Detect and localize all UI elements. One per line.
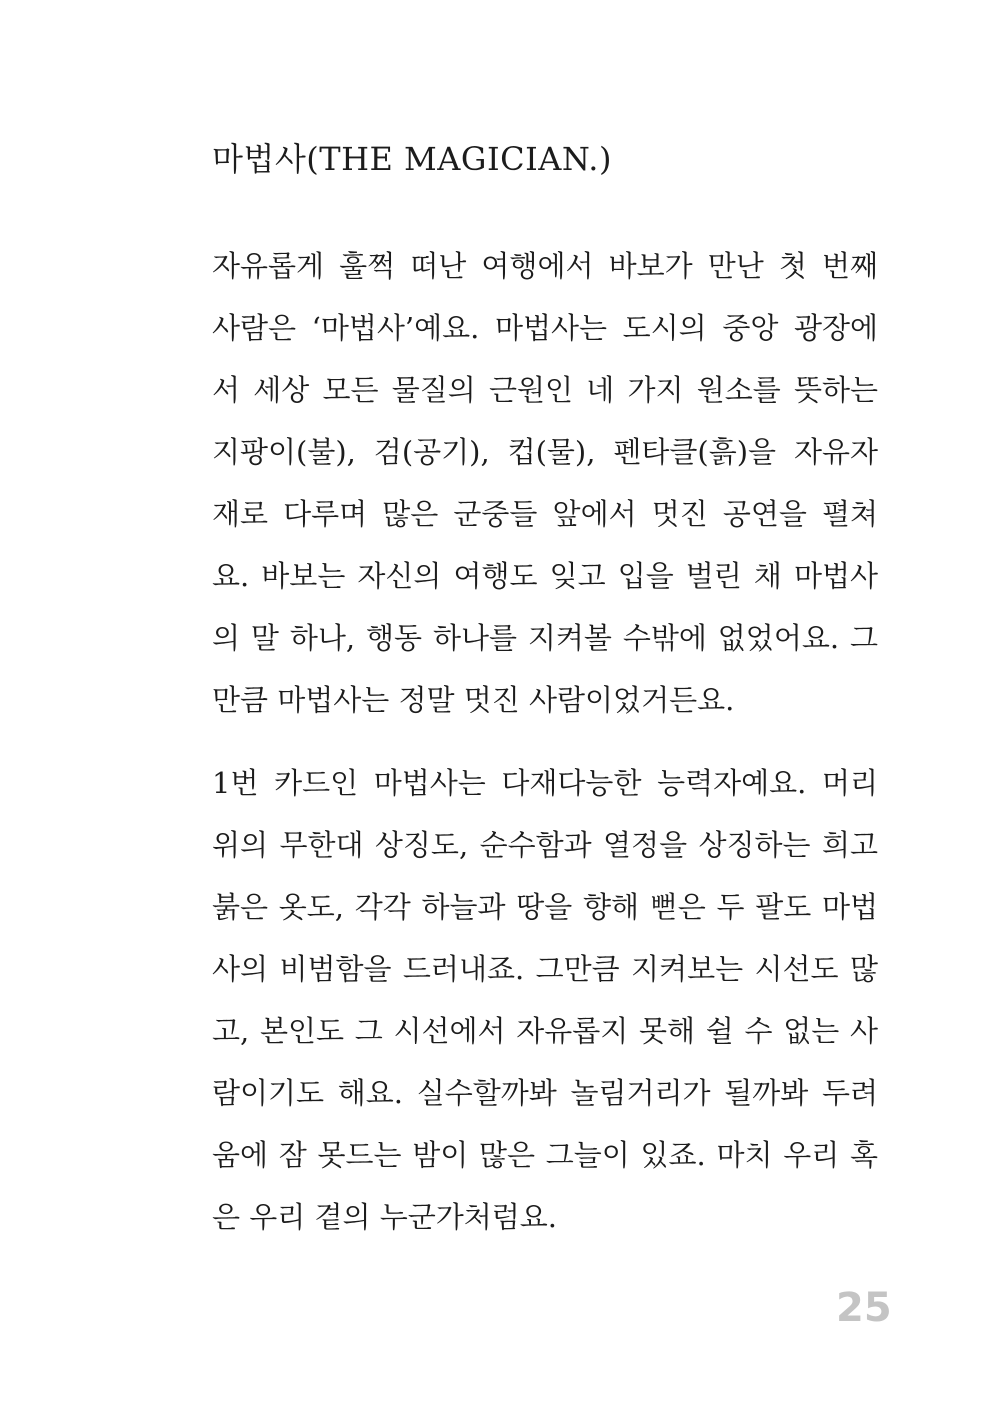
paragraph-line: 1번 카드인 마법사는 다재다능한 능력자예요. 머리: [212, 766, 878, 800]
paragraph-line: 사의 비범함을 드러내죠. 그만큼 지켜보는 시선도 많: [212, 952, 878, 986]
page-title: 마법사(THE MAGICIAN.): [212, 140, 612, 178]
paragraph-line: 자유롭게 훌쩍 떠난 여행에서 바보가 만난 첫 번째: [212, 249, 878, 283]
paragraph-line: 붉은 옷도, 각각 하늘과 땅을 향해 뻗은 두 팔도 마법: [212, 890, 878, 924]
paragraph-line: 재로 다루며 많은 군중들 앞에서 멋진 공연을 펼쳐: [212, 497, 878, 531]
paragraph-line: 요. 바보는 자신의 여행도 잊고 입을 벌린 채 마법사: [212, 559, 878, 593]
paragraph-line: 사람은 ‘마법사’예요. 마법사는 도시의 중앙 광장에: [212, 311, 878, 345]
paragraph-line: 서 세상 모든 물질의 근원인 네 가지 원소를 뜻하는: [212, 373, 878, 407]
paragraph-line: 의 말 하나, 행동 하나를 지켜볼 수밖에 없었어요. 그: [212, 621, 878, 655]
paragraph-line: 고, 본인도 그 시선에서 자유롭지 못해 쉴 수 없는 사: [212, 1014, 878, 1048]
paragraph-line: 만큼 마법사는 정말 멋진 사람이었거든요.: [212, 683, 735, 717]
paragraph-line: 람이기도 해요. 실수할까봐 놀림거리가 될까봐 두려: [212, 1076, 878, 1110]
paragraph-line: 위의 무한대 상징도, 순수함과 열정을 상징하는 희고: [212, 828, 878, 862]
page-number: 25: [836, 1285, 892, 1331]
paragraph-line: 지팡이(불), 검(공기), 컵(물), 펜타클(흙)을 자유자: [212, 435, 878, 469]
paragraph-line: 움에 잠 못드는 밤이 많은 그늘이 있죠. 마치 우리 혹: [212, 1138, 878, 1172]
paragraph-2: [212, 752, 878, 1248]
paragraph-line: 은 우리 곁의 누군가처럼요.: [212, 1200, 558, 1234]
paragraph-1: [212, 235, 878, 731]
